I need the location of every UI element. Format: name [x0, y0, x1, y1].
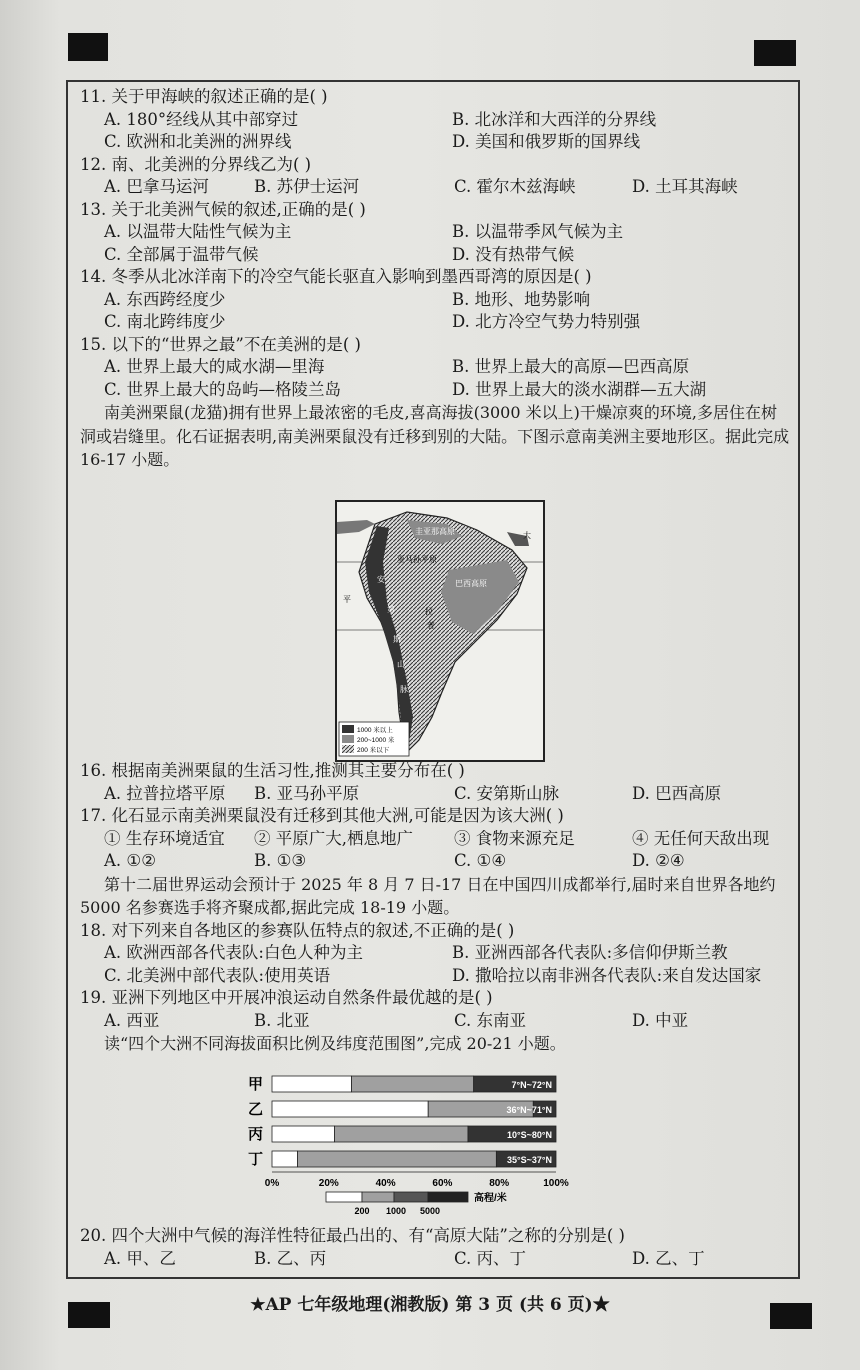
option[interactable]: C. 全部属于温带气候 [104, 244, 259, 264]
question-14: 14. 冬季从北冰洋南下的冷空气能长驱直入影响到墨西哥湾的原因是( ) [80, 267, 592, 286]
bar-segment [298, 1151, 497, 1167]
x-tick-label: 80% [489, 1178, 510, 1189]
question-20: 20. 四个大洲中气候的海洋性特征最凸出的、有“高原大陆”之称的分别是( ) [80, 1226, 625, 1245]
x-tick-label: 20% [318, 1178, 339, 1189]
option[interactable]: A. 巴拿马运河 [104, 177, 209, 196]
question-18-options-row2 [80, 965, 800, 988]
label-amazon: 亚马孙平原 [397, 555, 437, 564]
question-19-options [80, 1010, 800, 1033]
option[interactable]: C. 北美洲中部代表队:使用英语 [104, 965, 331, 985]
question-19: 19. 亚洲下列地区中开展冲浪运动自然条件最优越的是( ) [80, 988, 493, 1007]
question-11: 11. 关于甲海峡的叙述正确的是( ) [80, 87, 328, 106]
option[interactable]: A. 甲、乙 [104, 1248, 176, 1268]
label-la: 拉 [425, 607, 433, 616]
question-area [80, 86, 800, 472]
legend-segment [362, 1192, 394, 1202]
legend-swatch-low [342, 745, 354, 753]
label-ping: 平 [343, 595, 351, 604]
central-america [337, 520, 375, 534]
option[interactable]: A. 东西跨经度少 [104, 289, 226, 309]
label-si: 斯 [393, 635, 401, 644]
elevation-bar-chart [240, 1072, 600, 1222]
bar-segment [352, 1076, 474, 1092]
question-14-options-row2 [80, 311, 800, 334]
question-15: 15. 以下的“世界之最”不在美洲的是( ) [80, 334, 361, 354]
registration-mark-top-left [68, 33, 108, 61]
row-label: 甲 [248, 1075, 264, 1093]
question-18: 18. 对下列来自各地区的参赛队伍特点的叙述,不正确的是( ) [80, 920, 515, 940]
row-label: 丙 [248, 1125, 264, 1143]
label-pu: 普 [427, 621, 435, 630]
bar-segment [272, 1126, 334, 1142]
option[interactable]: B. 苏伊士运河 [254, 177, 360, 196]
option[interactable]: C. 霍尔木兹海峡 [454, 177, 576, 196]
bar-segment [272, 1101, 428, 1117]
latitude-range-label: 7°N~72°N [511, 1080, 552, 1090]
option[interactable]: C. 东南亚 [454, 1010, 527, 1030]
option[interactable]: D. 没有热带气候 [452, 244, 575, 264]
question-11-options-row2 [80, 131, 800, 154]
legend-label-high: 1000 米以上 [357, 727, 393, 734]
label-brazil: 巴西高原 [455, 579, 487, 588]
option[interactable]: B. 乙、丙 [254, 1248, 327, 1268]
statement: ① 生存环境适宜 [104, 828, 225, 848]
legend-segment [394, 1192, 428, 1202]
option[interactable]: C. 安第斯山脉 [454, 783, 560, 803]
option[interactable]: D. 中亚 [632, 1010, 689, 1030]
page-footer: ★AP 七年级地理(湘教版) 第 3 页 (共 6 页)★ [250, 1295, 610, 1315]
option[interactable]: A. 拉普拉塔平原 [104, 783, 226, 803]
option[interactable]: C. ①④ [454, 851, 507, 870]
option[interactable]: A. ①② [104, 851, 156, 870]
option[interactable]: C. 世界上最大的岛屿—格陵兰岛 [104, 379, 342, 399]
row-label: 丁 [248, 1150, 264, 1168]
option[interactable]: B. 北冰洋和大西洋的分界线 [452, 109, 657, 129]
legend-swatch-mid [342, 735, 354, 743]
passage-chart-intro: 读“四个大洲不同海拔面积比例及纬度范围图”,完成 20-21 小题。 [104, 1034, 566, 1053]
option[interactable]: B. 北亚 [254, 1010, 310, 1030]
label-di: 第 [387, 605, 395, 614]
question-18-options-row1 [80, 942, 800, 965]
map-svg [337, 502, 543, 760]
question-17-statements [80, 828, 800, 851]
legend-tick-label: 5000 [419, 1206, 441, 1216]
question-14-options-row1 [80, 289, 800, 312]
row-label: 乙 [248, 1100, 264, 1118]
option[interactable]: C. 欧洲和北美洲的洲界线 [104, 132, 292, 151]
label-an: 安 [377, 575, 385, 584]
legend-segment [428, 1192, 468, 1202]
question-17: 17. 化石显示南美洲栗鼠没有迁移到其他大洲,可能是因为该大洲( ) [80, 806, 564, 825]
option[interactable]: D. 乙、丁 [632, 1248, 705, 1268]
legend-unit-label: 高程/米 [474, 1193, 507, 1204]
question-12-options [80, 176, 800, 199]
question-11-options-row1 [80, 109, 800, 132]
bar-segment [272, 1076, 352, 1092]
option[interactable]: D. 土耳其海峡 [632, 177, 738, 196]
option[interactable]: D. 美国和俄罗斯的国界线 [452, 132, 641, 151]
x-tick-label: 60% [432, 1178, 453, 1189]
question-15-options-row2 [80, 379, 800, 402]
label-mai: 脉 [400, 685, 408, 694]
passage-world-games: 第十二届世界运动会预计于 2025 年 8 月 7 日-17 日在中国四川成都举行,届时来自世界各地约 5000 名参赛选手将齐聚成都,据此完成 18-19 小题。 [80, 874, 776, 917]
passage-chinchilla: 南美洲栗鼠(龙猫)拥有世界上最浓密的毛皮,喜高海拔(3000 米以上)干燥凉爽的环境,多居住在树洞或岩缝里。化石证据表明,南美洲栗鼠没有迁移到别的大陆。下图示意南美洲主要地形区。据此完成 16-17 小题。 [80, 403, 790, 469]
option[interactable]: A. 世界上最大的咸水湖—里海 [104, 357, 325, 376]
option[interactable]: A. 西亚 [104, 1010, 160, 1030]
option[interactable]: B. ①③ [254, 851, 307, 870]
question-16: 16. 根据南美洲栗鼠的生活习性,推测其主要分布在( ) [80, 761, 465, 780]
statement: ② 平原广大,栖息地广 [254, 828, 413, 848]
option[interactable]: C. 南北跨纬度少 [104, 312, 226, 331]
x-tick-label: 0% [264, 1178, 280, 1189]
option[interactable]: A. 180°经线从其中部穿过 [104, 109, 299, 129]
question-area-2 [80, 760, 800, 1056]
question-20-options [80, 1248, 800, 1271]
question-15-options-row1 [80, 356, 800, 379]
legend-tick-label: 1000 [385, 1206, 407, 1216]
legend-label-mid: 200~1000 米 [357, 737, 395, 744]
legend-segment [326, 1192, 362, 1202]
latitude-range-label: 10°S~80°N [507, 1130, 552, 1140]
option[interactable]: C. 丙、丁 [454, 1248, 527, 1268]
option[interactable]: B. 以温带季风气候为主 [452, 222, 624, 241]
south-america-map [335, 500, 545, 762]
x-tick-label: 100% [543, 1178, 569, 1189]
question-13-options-row2 [80, 244, 800, 267]
question-13: 13. 关于北美洲气候的叙述,正确的是( ) [80, 199, 366, 219]
legend-tick-label: 200 [354, 1206, 370, 1216]
option[interactable]: D. ②④ [632, 851, 685, 870]
legend-label-low: 200 米以下 [357, 747, 390, 754]
label-guiana: 圭亚那高原 [415, 527, 455, 536]
option[interactable]: B. 亚洲西部各代表队:多信仰伊斯兰教 [452, 943, 728, 962]
option[interactable]: B. 地形、地势影响 [452, 289, 591, 309]
latitude-range-label: 35°S~37°N [507, 1155, 552, 1165]
option[interactable]: D. 世界上最大的淡水湖群—五大湖 [452, 379, 707, 399]
option[interactable]: D. 撒哈拉以南非洲各代表队:来自发达国家 [452, 965, 762, 985]
bar-segment [334, 1126, 467, 1142]
label-dasea: 大 [523, 531, 531, 540]
legend-swatch-high [342, 725, 354, 733]
statement: ④ 无任何天敌出现 [632, 828, 770, 848]
statement: ③ 食物来源充足 [454, 828, 575, 848]
question-17-options [80, 850, 800, 873]
label-shan: 山 [397, 660, 405, 669]
option[interactable]: A. 以温带大陆性气候为主 [104, 222, 292, 241]
x-tick-label: 40% [375, 1178, 396, 1189]
option[interactable]: A. 欧洲西部各代表队:白色人种为主 [104, 943, 363, 962]
registration-mark-top-right [754, 40, 796, 66]
question-13-options-row1 [80, 221, 800, 244]
latitude-range-label: 36°N~71°N [506, 1105, 552, 1115]
question-area-3 [80, 1225, 800, 1270]
bar-segment [272, 1151, 298, 1167]
option[interactable]: B. 世界上最大的高原—巴西高原 [452, 357, 690, 376]
option[interactable]: D. 北方冷空气势力特别强 [452, 312, 641, 331]
question-12: 12. 南、北美洲的分界线乙为( ) [80, 154, 312, 174]
option[interactable]: D. 巴西高原 [632, 783, 722, 803]
option[interactable]: B. 亚马孙平原 [254, 783, 360, 803]
question-16-options [80, 783, 800, 806]
